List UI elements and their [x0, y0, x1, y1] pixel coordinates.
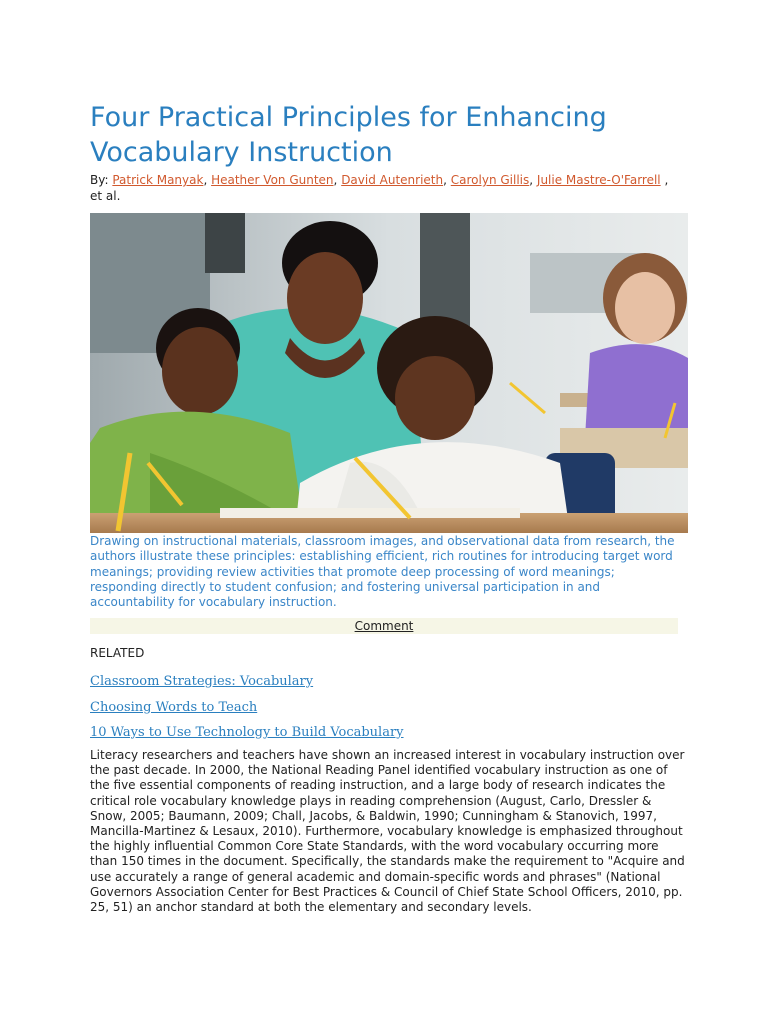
author-link[interactable]: Heather Von Gunten: [211, 173, 334, 187]
by-label: By:: [90, 173, 109, 187]
author-link[interactable]: Patrick Manyak: [112, 173, 204, 187]
byline: By: Patrick Manyak, Heather Von Gunten, David Autenrieth, Carolyn Gillis, Julie Mastre-O'Farrell , et al.: [90, 173, 669, 203]
article-title: Four Practical Principles for Enhancing Vocabulary Instruction: [90, 102, 607, 168]
comment-bar: [90, 618, 678, 634]
author-link[interactable]: David Autenrieth: [341, 173, 444, 187]
et-al: et al.: [90, 189, 121, 203]
photo-caption: Drawing on instructional materials, classroom images, and observational data from research, the authors illustrate these principles: establishing efficient, rich routines for introducing target word meanings; providing review activities that promote deep processing of word meanings; responding directly to student confusion; and fostering universal participation in and accountability for vocabulary instruction.: [90, 534, 675, 610]
related-heading: RELATED: [90, 646, 145, 660]
classroom-photo: [90, 213, 688, 533]
comment-link[interactable]: Comment: [354, 619, 414, 633]
article-body: Literacy researchers and teachers have shown an increased interest in vocabulary instruction over the past decade. In 2000, the National Reading Panel identified vocabulary instruction as one of the five essential components of reading instruction, and a large body of research indicates the critical role vocabulary knowledge plays in reading comprehension (August, Carlo, Dressler & Snow, 2005; Baumann, 2009; Chall, Jacobs, & Baldwin, 1990; Cunningham & Stanovich, 1997, Mancilla-Martinez & Lesaux, 2010). Furthermore, vocabulary knowledge is emphasized throughout the highly influential Common Core State Standards, with the word vocabulary occurring more than 150 times in the document. Specifically, the standards make the requirement to "Acquire and use accurately a range of general academic and domain-specific words and phrases" (National Governors Association Center for Best Practices & Council of Chief State School Officers, 2010, pp. 25, 51) an anchor standard at both the elementary and secondary levels.: [90, 748, 685, 915]
related-link-choosing-words[interactable]: Choosing Words to Teach: [90, 700, 258, 715]
author-link[interactable]: Julie Mastre-O'Farrell: [536, 173, 661, 187]
classroom-photo-illustration: [90, 213, 688, 533]
related-link-technology[interactable]: 10 Ways to Use Technology to Build Vocabulary: [90, 725, 404, 740]
related-link-classroom-strategies[interactable]: Classroom Strategies: Vocabulary: [90, 674, 314, 689]
author-link[interactable]: Carolyn Gillis: [450, 173, 530, 187]
